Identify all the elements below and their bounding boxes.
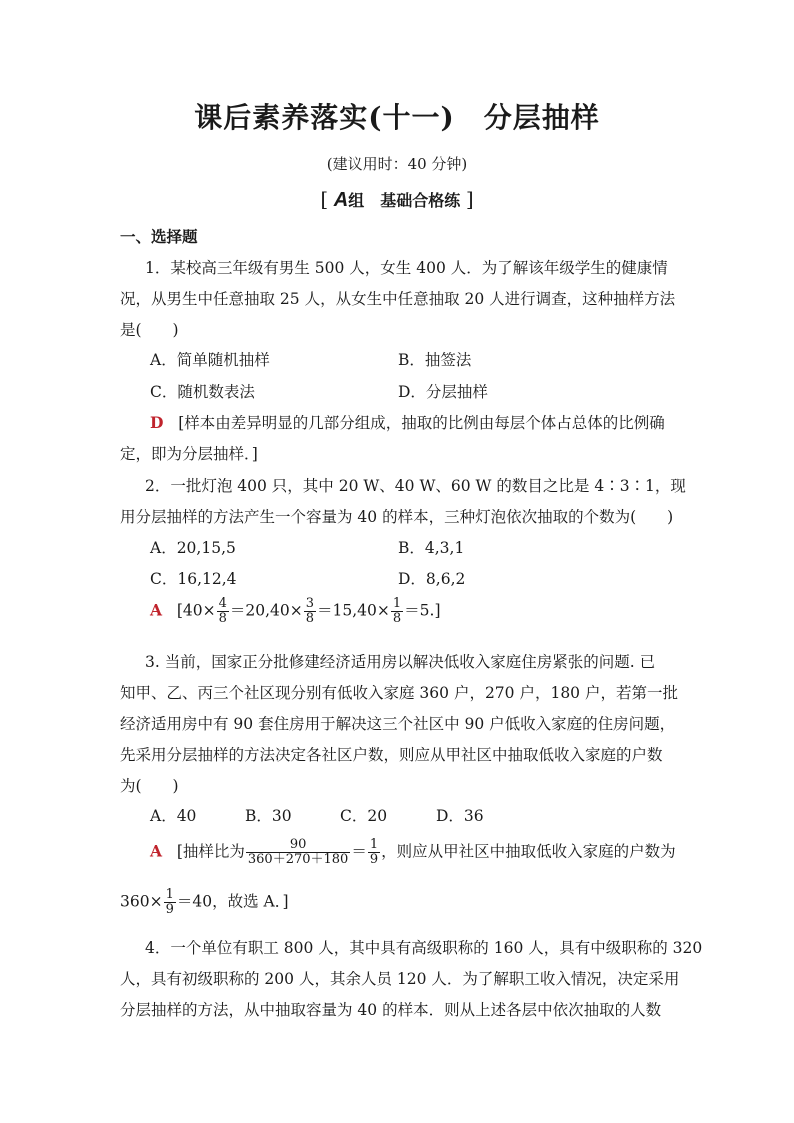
q1-option-a: A．简单随机抽样 <box>150 351 270 369</box>
q3-sol-text-2: ，则应从甲社区中抽取低收入家庭的户数为 <box>381 842 676 861</box>
q2-frac-2-den: 8 <box>305 611 315 626</box>
q3-line-4: 先采用分层抽样的方法决定各社区户数，则应从甲社区中抽取低收入家庭的户数 <box>120 746 663 764</box>
q3-frac-1-den: 360＋270＋180 <box>247 852 349 867</box>
q3-line-1: 3. 当前，国家正分批修建经济适用房以解决低收入家庭住房紧张的问题. 已 <box>145 653 656 671</box>
group-heading <box>0 187 794 212</box>
q3-frac-1-num: 90 <box>289 837 307 852</box>
q3-frac-2-den: 9 <box>369 852 379 867</box>
q1-line-3: 是( ) <box>120 321 179 339</box>
q3-sol-text-4: ＝40，故选 A．] <box>176 892 289 911</box>
q1-answer-letter: D <box>150 413 164 432</box>
q2-line-2: 用分层抽样的方法产生一个容量为 40 的样本，三种灯泡依次抽取的个数为( ) <box>120 508 674 526</box>
q1-line-1: 1．某校高三年级有男生 500 人，女生 400 人．为了解该年级学生的健康情 <box>145 259 668 277</box>
q2-option-b: B．4,3,1 <box>398 539 465 557</box>
q4-line-2: 人，具有初级职称的 200 人，其余人员 120 人．为了解职工收入情况，决定采用 <box>120 970 680 988</box>
q3-line-3: 经济适用房中有 90 套住房用于解决这三个社区中 90 户低收入家庭的住房问题， <box>120 715 676 733</box>
q1-option-d: D．分层抽样 <box>398 383 488 401</box>
q2-fraction-2 <box>304 597 316 626</box>
q1-option-c: C．随机数表法 <box>150 383 255 401</box>
q1-line-2: 况，从男生中任意抽取 25 人，从女生中任意抽取 20 人进行调查，这种抽样方法 <box>120 290 676 308</box>
q2-sol-text-1: ＝20,40× <box>229 601 303 620</box>
q1-answer-line <box>150 411 665 433</box>
section-heading: 一、选择题 <box>120 227 198 246</box>
q2-line-1: 2．一批灯泡 400 只，其中 20 W、40 W、60 W 的数目之比是 4∶3∶1，现 <box>145 477 686 495</box>
q4-line-1: 4．一个单位有职工 800 人，其中具有高级职称的 160 人，具有中级职称的 320 <box>145 939 703 957</box>
q3-sol-text-3: 360× <box>120 892 163 911</box>
q3-option-c: C．20 <box>340 807 388 825</box>
suggested-time: (建议用时：40 分钟) <box>326 155 468 173</box>
q3-line-5: 为( ) <box>120 777 179 795</box>
q3-frac-2-num: 1 <box>369 837 379 852</box>
q2-frac-1-den: 8 <box>218 611 227 626</box>
q2-answer-line <box>150 597 441 626</box>
q2-frac-3-den: 8 <box>392 611 402 626</box>
q3-sol-text-1: ＝ <box>351 842 367 861</box>
q3-option-a: A．40 <box>150 807 197 825</box>
q3-answer-line-2 <box>120 888 289 917</box>
page-title: 课后素养落实(十一) 分层抽样 <box>194 101 600 134</box>
q3-line-2: 知甲、乙、丙三个社区现分别有低收入家庭 360 户，270 户，180 户，若第一批 <box>120 684 678 702</box>
q2-sol-text-2: ＝15,40× <box>317 601 390 620</box>
group-bracket-close: ] <box>465 187 474 211</box>
q1-option-b: B．抽签法 <box>398 351 472 369</box>
q4-line-3: 分层抽样的方法，从中抽取容量为 40 的样本．则从上述各层中依次抽取的人数 <box>120 1001 662 1019</box>
q3-fraction-2 <box>368 838 380 867</box>
q3-fraction-3 <box>164 888 176 917</box>
q2-frac-2-num: 3 <box>305 596 315 611</box>
q3-frac-3-den: 9 <box>165 902 174 917</box>
q2-option-d: D．8,6,2 <box>398 570 466 588</box>
q3-option-d: D．36 <box>436 807 484 825</box>
q3-frac-3-num: 1 <box>165 887 174 902</box>
q2-frac-3-num: 1 <box>392 596 402 611</box>
q2-fraction-1 <box>217 597 229 626</box>
q3-answer-line <box>150 838 676 867</box>
q3-sol-text-0: [抽样比为 <box>176 842 245 861</box>
q3-fraction-1 <box>246 838 350 867</box>
q1-explanation-2: 定，即为分层抽样．] <box>120 445 258 463</box>
group-bracket-open: [ <box>320 187 329 211</box>
q2-option-a: A．20,15,5 <box>150 539 236 557</box>
q3-option-b: B．30 <box>245 807 292 825</box>
q2-frac-1-num: 4 <box>218 596 227 611</box>
group-letter: A <box>333 189 349 211</box>
q1-explanation-1: [样本由差异明显的几部分组成，抽取的比例由每层个体占总体的比例确 <box>178 414 665 432</box>
group-label: 组 基础合格练 <box>348 191 461 210</box>
q2-answer-letter: A <box>150 600 163 620</box>
q2-option-c: C．16,12,4 <box>150 570 237 588</box>
q2-fraction-3 <box>391 597 403 626</box>
q2-sol-text-3: ＝5.] <box>404 601 441 620</box>
q3-answer-letter: A <box>150 841 163 861</box>
q2-sol-text-0: [40× <box>176 601 216 620</box>
